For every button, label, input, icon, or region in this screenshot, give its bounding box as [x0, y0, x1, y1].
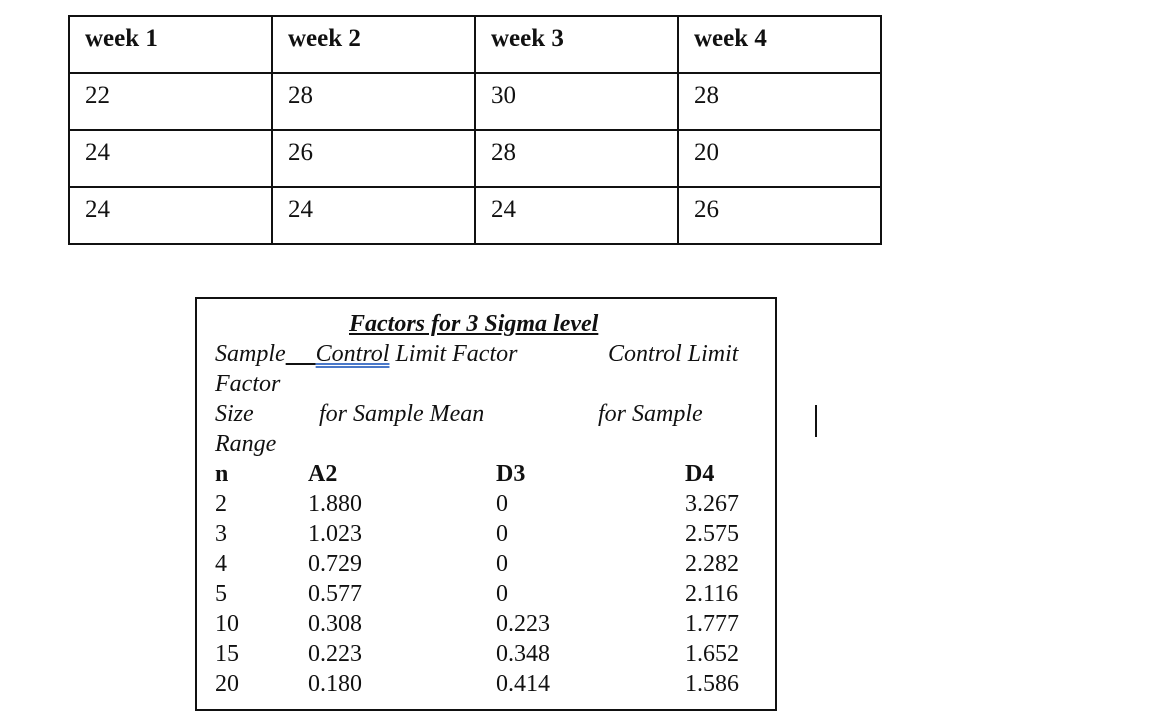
header-factor: Factor: [215, 371, 281, 397]
sample-word: Sample: [215, 341, 286, 367]
table-cell: 0.223: [496, 611, 550, 637]
table-cell: 1.023: [308, 521, 362, 547]
control-word: Control: [315, 341, 390, 367]
table-cell: 0.348: [496, 641, 550, 667]
table-cell: 0.729: [308, 551, 362, 577]
table-cell[interactable]: 28: [475, 130, 678, 187]
text-cursor: [815, 405, 817, 437]
table-cell: 2.282: [685, 551, 739, 577]
table-cell[interactable]: 24: [69, 130, 272, 187]
table-cell: 2: [215, 491, 227, 517]
table-cell: 0.180: [308, 671, 362, 697]
table-cell[interactable]: 24: [69, 187, 272, 244]
header-control-limit: Control Limit: [608, 341, 739, 367]
factors-box: [195, 297, 777, 711]
table-cell[interactable]: 26: [678, 187, 881, 244]
table-cell: 1.880: [308, 491, 362, 517]
table-cell: 5: [215, 581, 227, 607]
table-cell[interactable]: 24: [475, 187, 678, 244]
week-4-header[interactable]: week 4: [678, 16, 881, 73]
table-cell: 0: [496, 551, 508, 577]
table-row: [215, 489, 755, 519]
table-cell: 10: [215, 611, 239, 637]
header-size: Size: [215, 401, 254, 427]
table-cell: 0: [496, 491, 508, 517]
table-cell: 2.116: [685, 581, 739, 607]
factors-title: Factors for 3 Sigma level: [349, 311, 599, 337]
col-n-header: n: [215, 461, 229, 487]
table-row: [215, 669, 755, 699]
table-cell: 0.223: [308, 641, 362, 667]
weeks-header-row: [69, 16, 881, 73]
header-range: Range: [215, 431, 277, 457]
week-2-header[interactable]: week 2: [272, 16, 475, 73]
table-cell: 0: [496, 521, 508, 547]
table-row: [215, 549, 755, 579]
weeks-table: [68, 15, 882, 245]
col-a2-header: A2: [308, 461, 338, 487]
table-cell[interactable]: 30: [475, 73, 678, 130]
table-cell: 0: [496, 581, 508, 607]
table-cell: 1.652: [685, 641, 739, 667]
table-cell: 3: [215, 521, 227, 547]
table-cell: 20: [215, 671, 239, 697]
table-cell: 0.308: [308, 611, 362, 637]
header-for-sample: for Sample: [598, 401, 703, 427]
header-sample-label: [215, 339, 517, 369]
table-cell[interactable]: 28: [272, 73, 475, 130]
table-cell[interactable]: 22: [69, 73, 272, 130]
table-row: [69, 130, 881, 187]
col-d4-header: D4: [685, 461, 715, 487]
table-cell: 1.777: [685, 611, 739, 637]
table-cell[interactable]: 26: [272, 130, 475, 187]
table-cell: 0.414: [496, 671, 550, 697]
table-cell: 1.586: [685, 671, 739, 697]
table-cell[interactable]: 24: [272, 187, 475, 244]
table-cell: 15: [215, 641, 239, 667]
col-d3-header: D3: [496, 461, 526, 487]
table-cell[interactable]: 28: [678, 73, 881, 130]
factors-table: [215, 459, 755, 699]
table-cell: 3.267: [685, 491, 739, 517]
table-row: [215, 519, 755, 549]
header-for-sample-mean: for Sample Mean: [319, 401, 485, 427]
table-row: [215, 609, 755, 639]
table-row: [69, 73, 881, 130]
week-1-header[interactable]: week 1: [69, 16, 272, 73]
week-3-header[interactable]: week 3: [475, 16, 678, 73]
table-cell: 2.575: [685, 521, 739, 547]
table-row: [215, 579, 755, 609]
table-cell[interactable]: 20: [678, 130, 881, 187]
table-row: [69, 187, 881, 244]
table-row: [215, 639, 755, 669]
factors-header-row: [215, 459, 755, 489]
limit-factor-text: Limit Factor: [389, 341, 518, 367]
table-cell: 0.577: [308, 581, 362, 607]
underscore-gap: [286, 341, 316, 367]
table-cell: 4: [215, 551, 227, 577]
